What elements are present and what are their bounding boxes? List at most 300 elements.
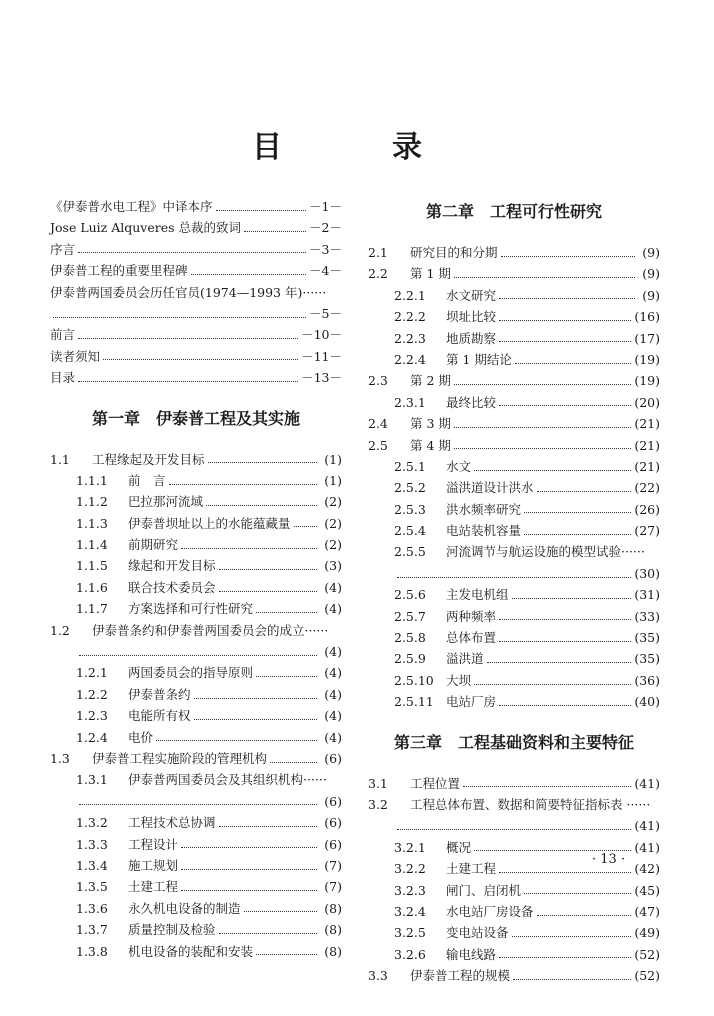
toc-entry-page: (35) — [634, 651, 660, 667]
toc-entry-title: 主发电机组 — [446, 587, 509, 603]
toc-entry-page: (40) — [634, 694, 660, 710]
toc-entry[interactable] — [50, 855, 342, 876]
toc-entry-title: 最终比较 — [446, 394, 497, 410]
toc-entry[interactable] — [50, 812, 342, 833]
toc-entry-title: 工程设计 — [128, 836, 179, 852]
toc-entry-page: (9) — [642, 287, 660, 303]
leader-dots — [219, 825, 317, 827]
toc-entry[interactable] — [50, 217, 342, 238]
leader-dots — [537, 490, 632, 492]
leader-dots — [216, 209, 307, 211]
toc-entry-number: 1.3.2 — [76, 815, 108, 831]
leader-dots — [294, 525, 317, 527]
toc-entry[interactable] — [50, 769, 342, 790]
toc-entry-title: 两国委员会的指导原则 — [128, 665, 254, 681]
toc-entry[interactable] — [50, 534, 342, 555]
leader-dots — [79, 803, 317, 805]
toc-entry-page: (2) — [324, 537, 342, 553]
chapter-2-heading[interactable]: 第二章 工程可行性研究 — [425, 202, 602, 221]
leader-dots — [206, 504, 317, 506]
toc-entry-page: (30) — [634, 565, 660, 581]
leader-dots — [454, 426, 631, 428]
toc-entry-number: 3.3 — [368, 968, 388, 984]
toc-entry-page: (4) — [324, 665, 342, 681]
toc-entry[interactable] — [368, 285, 660, 306]
toc-entry-title: 序言 — [50, 241, 76, 257]
toc-entry-number: 2.3 — [368, 373, 388, 389]
toc-entry[interactable] — [368, 944, 660, 965]
toc-entry[interactable] — [50, 282, 342, 303]
toc-entry-page: (49) — [634, 925, 660, 941]
leader-dots — [256, 953, 317, 955]
toc-entry[interactable] — [368, 922, 660, 943]
toc-entry-number: 1.1.4 — [76, 537, 108, 553]
toc-entry[interactable] — [368, 413, 660, 434]
leader-dots — [499, 319, 631, 321]
chapter-1-heading[interactable]: 第一章 伊泰普工程及其实施 — [91, 408, 300, 428]
toc-entry-number: 2.5.3 — [394, 501, 426, 517]
toc-entry[interactable] — [368, 306, 660, 327]
toc-entry-title: 研究目的和分期 — [410, 245, 498, 260]
leader-dots — [156, 739, 317, 741]
leader-dots — [454, 447, 631, 449]
leader-dots — [78, 251, 306, 253]
toc-entry-title: 第 2 期 — [410, 373, 451, 389]
toc-entry-title: 电站装机容量 — [446, 523, 522, 539]
toc-entry[interactable] — [50, 727, 342, 748]
chapter-3-list — [368, 773, 660, 987]
toc-entry[interactable] — [50, 260, 342, 281]
toc-entry-number: 2.5.5 — [394, 544, 426, 560]
toc-entry[interactable] — [368, 606, 660, 627]
toc-entry[interactable] — [368, 648, 660, 669]
toc-entry-title: 伊泰普工程的规模 — [410, 968, 511, 984]
toc-entry-number: 3.2.3 — [394, 882, 426, 898]
toc-entry-title: 伊泰普条约 — [128, 686, 191, 702]
toc-entry-page: (7) — [324, 857, 342, 873]
toc-entry-number: 3.2.4 — [394, 903, 426, 919]
toc-entry[interactable] — [50, 705, 342, 726]
toc-entry[interactable] — [50, 470, 342, 491]
toc-entry-page: (6) — [324, 836, 342, 852]
toc-entry-page: (1) — [324, 472, 342, 488]
toc-entry[interactable] — [50, 641, 342, 662]
toc-entry[interactable] — [50, 748, 342, 769]
toc-entry-page: (19) — [634, 373, 660, 389]
toc-entry-page: －5－ — [309, 305, 342, 321]
toc-entry-page: (4) — [324, 708, 342, 724]
toc-entry-title: 溢洪道设计洪水 — [446, 480, 534, 496]
leader-dots — [219, 932, 317, 934]
toc-entry[interactable] — [50, 367, 342, 388]
toc-entry-page: (27) — [634, 523, 660, 539]
toc-entry-number: 1.1.7 — [76, 601, 108, 617]
leader-dots — [78, 337, 298, 339]
leader-dots — [501, 255, 635, 257]
toc-entry-number: 2.1 — [368, 245, 388, 260]
toc-entry-title: 电站厂房 — [446, 694, 497, 710]
toc-entry[interactable] — [368, 435, 660, 456]
chapter-2-list — [368, 242, 660, 713]
toc-entry-page: (41) — [634, 775, 660, 791]
toc-entry[interactable] — [50, 919, 342, 940]
leader-dots — [181, 547, 317, 549]
leader-dots — [53, 316, 306, 318]
toc-entry-number: 2.2.1 — [394, 287, 426, 303]
toc-entry-title: Jose Luiz Alquveres 总裁的致词 — [50, 220, 242, 236]
toc-entry[interactable] — [368, 477, 660, 498]
toc-entry-title: 洪水频率研究 — [446, 501, 522, 517]
leader-dots — [194, 697, 317, 699]
toc-entry-number: 2.5.9 — [394, 651, 426, 667]
toc-entry-title: 地质勘察 — [446, 330, 497, 346]
toc-entry-page: (4) — [324, 601, 342, 617]
leader-dots — [256, 611, 317, 613]
toc-entry-title: 联合技术委员会 — [128, 579, 216, 595]
toc-entry-number: 1.3.4 — [76, 857, 108, 873]
toc-entry-page: (35) — [634, 630, 660, 646]
toc-entry-number: 2.5.6 — [394, 587, 426, 603]
toc-entry[interactable] — [368, 328, 660, 349]
leader-dots — [524, 892, 631, 894]
toc-entry-number: 2.5.2 — [394, 480, 426, 496]
toc-entry-page: (36) — [634, 672, 660, 688]
toc-entry[interactable] — [50, 834, 342, 855]
toc-entry-title: 永久机电设备的制造 — [128, 900, 241, 916]
leader-dots — [499, 404, 631, 406]
leader-dots — [537, 914, 632, 916]
toc-entry[interactable] — [50, 303, 342, 324]
toc-entry-title: 第 1 期 — [410, 266, 451, 282]
toc-entry-title: 机电设备的装配和安装 — [128, 943, 254, 959]
toc-entry-title: 伊泰普工程实施阶段的管理机构 — [92, 750, 268, 766]
toc-entry-page: (20) — [634, 394, 660, 410]
toc-entry[interactable] — [50, 598, 342, 619]
toc-entry[interactable] — [368, 541, 660, 562]
toc-entry-title: 土建工程 — [128, 879, 179, 895]
toc-entry[interactable] — [368, 773, 660, 794]
toc-entry-page: (9) — [642, 266, 660, 282]
leader-dots — [474, 683, 631, 685]
toc-entry-page: (26) — [634, 501, 660, 517]
toc-entry-title: 工程位置 — [410, 775, 461, 791]
toc-entry-title: 伊泰普两国委员会历任官员(1974—1993 年)······ — [50, 284, 327, 300]
toc-entry[interactable] — [50, 898, 342, 919]
toc-entry[interactable] — [368, 627, 660, 648]
toc-entry-number: 2.2 — [368, 266, 388, 282]
toc-entry-title: 水电站厂房设备 — [446, 903, 534, 919]
toc-entry-page: (2) — [324, 515, 342, 531]
toc-entry-title: 工程技术总协调 — [128, 815, 216, 831]
leader-dots — [244, 910, 317, 912]
leader-dots — [181, 868, 317, 870]
toc-entry-page: (21) — [634, 416, 660, 432]
toc-entry-title: 水文研究 — [446, 287, 497, 303]
toc-entry[interactable] — [368, 370, 660, 391]
toc-entry[interactable] — [50, 941, 342, 962]
toc-entry[interactable] — [50, 577, 342, 598]
toc-entry-page: －1－ — [309, 199, 342, 214]
toc-entry-page: －4－ — [309, 263, 342, 279]
toc-entry-number: 1.1.6 — [76, 579, 108, 595]
toc-left-column — [50, 196, 342, 962]
toc-entry-page: (41) — [634, 839, 660, 855]
toc-entry-number: 1.3.3 — [76, 836, 108, 852]
leader-dots — [191, 273, 307, 275]
toc-entry-page: (8) — [324, 900, 342, 916]
toc-entry-number: 3.2.1 — [394, 839, 426, 855]
toc-entry[interactable] — [368, 263, 660, 284]
toc-entry[interactable] — [368, 691, 660, 712]
leader-dots — [397, 828, 631, 830]
toc-entry-number: 2.2.3 — [394, 330, 426, 346]
toc-entry-title: 两种频率 — [446, 608, 497, 624]
toc-entry[interactable] — [368, 242, 660, 263]
toc-entry-number: 1.3.1 — [76, 772, 108, 788]
leader-dots — [169, 483, 317, 485]
toc-entry-title: 电价 — [128, 729, 154, 745]
toc-entry-title: 溢洪道 — [446, 651, 484, 667]
toc-entry[interactable] — [50, 791, 342, 812]
leader-dots — [219, 568, 317, 570]
toc-entry-number: 1.1.1 — [76, 472, 108, 488]
toc-right-column — [368, 196, 660, 987]
leader-dots — [256, 675, 317, 677]
toc-entry-title: 缘起和开发目标 — [128, 558, 216, 574]
toc-entry-number: 2.5.10 — [394, 672, 434, 688]
toc-entry-page: (4) — [324, 579, 342, 595]
toc-entry-number: 3.2.5 — [394, 925, 426, 941]
toc-entry-page: (3) — [324, 558, 342, 574]
toc-entry-title: 前期研究 — [128, 537, 179, 553]
page-number: · 13 · — [592, 852, 626, 867]
toc-entry-title: 前 言 — [128, 472, 166, 488]
toc-entry-page: (4) — [324, 686, 342, 702]
toc-entry-number: 2.4 — [368, 416, 388, 432]
toc-entry-title: 质量控制及检验 — [128, 922, 216, 938]
toc-entry[interactable] — [368, 794, 660, 815]
toc-entry-number: 2.3.1 — [394, 394, 426, 410]
toc-entry-page: －13－ — [301, 370, 342, 386]
toc-entry-title: 输电线路 — [446, 946, 497, 962]
toc-entry-title: 大坝 — [446, 672, 472, 688]
toc-entry[interactable] — [50, 196, 342, 217]
toc-entry-number: 3.2.2 — [394, 861, 426, 877]
toc-entry-page: (6) — [324, 815, 342, 831]
toc-entry-page: (21) — [634, 458, 660, 474]
toc-entry-page: (31) — [634, 587, 660, 603]
leader-dots — [512, 935, 632, 937]
toc-entry-number: 1.3.7 — [76, 922, 108, 938]
leader-dots — [515, 362, 631, 364]
toc-entry-page: (52) — [634, 946, 660, 962]
toc-entry[interactable] — [368, 456, 660, 477]
toc-entry-number: 3.1 — [368, 775, 388, 791]
toc-entry-page: －2－ — [309, 220, 342, 236]
toc-entry-page: (8) — [324, 922, 342, 938]
leader-dots — [454, 383, 631, 385]
leader-dots — [397, 576, 631, 578]
toc-entry-number: 2.5.8 — [394, 630, 426, 646]
toc-entry-page: (2) — [324, 494, 342, 510]
toc-entry[interactable] — [368, 901, 660, 922]
leader-dots — [463, 785, 631, 787]
toc-entry-number: 1.2.4 — [76, 729, 108, 745]
toc-entry-title: 总体布置 — [446, 630, 497, 646]
toc-entry-number: 1.3.5 — [76, 879, 108, 895]
page-title: 目 录 — [252, 130, 462, 165]
toc-entry[interactable] — [368, 965, 660, 986]
chapter-3-heading[interactable]: 第三章 工程基础资料和主要特征 — [393, 732, 634, 752]
toc-entry[interactable] — [50, 513, 342, 534]
toc-entry-number: 2.5.1 — [394, 458, 426, 474]
toc-entry[interactable] — [50, 324, 342, 345]
leader-dots — [524, 511, 631, 513]
leader-dots — [208, 461, 317, 463]
toc-entry-page: (42) — [634, 861, 660, 877]
leader-dots — [219, 590, 317, 592]
toc-entry-page: (4) — [324, 729, 342, 745]
toc-entry-title: 施工规划 — [128, 857, 179, 873]
leader-dots — [499, 704, 631, 706]
leader-dots — [487, 661, 632, 663]
toc-entry[interactable] — [368, 584, 660, 605]
toc-entry-number: 1.2.3 — [76, 708, 108, 724]
toc-entry[interactable] — [50, 346, 342, 367]
leader-dots — [474, 469, 631, 471]
toc-entry-number: 1.1.5 — [76, 558, 108, 574]
toc-entry-page: (9) — [642, 245, 660, 260]
toc-entry-title: 第 4 期 — [410, 437, 451, 453]
toc-entry-title: 工程缘起及开发目标 — [92, 451, 205, 467]
toc-entry-page: (41) — [634, 818, 660, 834]
chapter-1-list — [50, 449, 342, 962]
toc-entry-number: 1.3.8 — [76, 943, 108, 959]
toc-entry-title: 伊泰普工程的重要里程碑 — [50, 263, 188, 279]
toc-entry[interactable] — [368, 880, 660, 901]
toc-entry-number: 2.5 — [368, 437, 388, 453]
toc-entry-page: (6) — [324, 750, 342, 766]
toc-entry-title: 前言 — [50, 327, 76, 343]
leader-dots — [194, 718, 317, 720]
toc-entry-title: 工程总体布置、数据和简要特征指标表 ······ — [410, 796, 651, 812]
toc-entry-title: 电能所有权 — [128, 708, 191, 724]
toc-entry-number: 1.3.6 — [76, 900, 108, 916]
leader-dots — [513, 978, 631, 980]
toc-entry[interactable] — [50, 239, 342, 260]
toc-entry[interactable] — [50, 449, 342, 470]
toc-entry-page: (33) — [634, 608, 660, 624]
toc-entry[interactable] — [50, 491, 342, 512]
toc-entry-number: 1.1.3 — [76, 515, 108, 531]
leader-dots — [499, 956, 631, 958]
toc-entry-title: 方案选择和可行性研究 — [128, 601, 254, 617]
toc-entry-title: 变电站设备 — [446, 925, 509, 941]
toc-entry-page: (47) — [634, 903, 660, 919]
toc-entry-page: (17) — [634, 330, 660, 346]
toc-entry-number: 2.2.2 — [394, 309, 426, 325]
toc-entry-number: 3.2 — [368, 796, 388, 812]
toc-entry-title: 河流调节与航运设施的模型试验······ — [446, 544, 645, 560]
toc-entry-title: 读者须知 — [50, 348, 101, 364]
toc-entry-number: 1.1.2 — [76, 494, 108, 510]
toc-entry-title: 水文 — [446, 458, 472, 474]
toc-entry-page: (16) — [634, 309, 660, 325]
toc-entry-page: －10－ — [301, 327, 342, 343]
toc-entry-number: 3.2.6 — [394, 946, 426, 962]
toc-entry-number: 1.1 — [50, 451, 70, 467]
toc-entry-page: (45) — [634, 882, 660, 898]
toc-entry[interactable] — [50, 876, 342, 897]
toc-entry-title: 《伊泰普水电工程》中译本序 — [50, 199, 213, 214]
toc-entry[interactable] — [50, 555, 342, 576]
toc-entry-number: 1.2.1 — [76, 665, 108, 681]
leader-dots — [499, 640, 631, 642]
toc-entry-title: 伊泰普坝址以上的水能蕴藏量 — [128, 515, 291, 531]
toc-entry[interactable] — [368, 499, 660, 520]
toc-entry-page: (4) — [324, 644, 342, 660]
toc-entry-page: (21) — [634, 437, 660, 453]
toc-entry[interactable] — [368, 520, 660, 541]
toc-entry-number: 2.5.7 — [394, 608, 426, 624]
toc-entry-number: 1.3 — [50, 750, 70, 766]
toc-entry-page: (1) — [324, 451, 342, 467]
toc-entry[interactable] — [368, 392, 660, 413]
leader-dots — [181, 889, 317, 891]
toc-entry-title: 土建工程 — [446, 861, 497, 877]
toc-entry-title: 第 3 期 — [410, 416, 451, 432]
toc-entry-page: (19) — [634, 351, 660, 367]
leader-dots — [524, 533, 631, 535]
toc-entry-number: 2.2.4 — [394, 351, 426, 367]
toc-entry-title: 目录 — [50, 370, 76, 386]
leader-dots — [270, 761, 317, 763]
leader-dots — [79, 654, 317, 656]
leader-dots — [78, 380, 298, 382]
leader-dots — [499, 618, 631, 620]
toc-entry-number: 2.5.11 — [394, 694, 434, 710]
toc-entry-title: 第 1 期结论 — [446, 351, 512, 367]
toc-entry-number: 1.2.2 — [76, 686, 108, 702]
toc-entry-page: (7) — [324, 879, 342, 895]
toc-entry[interactable] — [368, 670, 660, 691]
toc-entry-title: 巴拉那河流域 — [128, 494, 204, 510]
toc-entry-page: －3－ — [309, 241, 342, 257]
leader-dots — [103, 358, 298, 360]
toc-entry-page: (8) — [324, 943, 342, 959]
leader-dots — [454, 276, 635, 278]
toc-entry-title: 闸门、启闭机 — [446, 882, 522, 898]
toc-entry-number: 2.5.4 — [394, 523, 426, 539]
toc-entry[interactable] — [50, 620, 342, 641]
toc-entry[interactable] — [368, 349, 660, 370]
toc-entry-page: (6) — [324, 793, 342, 809]
toc-entry-title: 坝址比较 — [446, 309, 497, 325]
toc-entry-title: 伊泰普条约和伊泰普两国委员会的成立······ — [92, 622, 329, 638]
leader-dots — [512, 597, 632, 599]
toc-entry[interactable] — [50, 662, 342, 683]
toc-entry[interactable] — [368, 815, 660, 836]
toc-entry-page: (52) — [634, 968, 660, 984]
toc-entry-page: (22) — [634, 480, 660, 496]
leader-dots — [499, 340, 631, 342]
toc-entry[interactable] — [50, 684, 342, 705]
leader-dots — [181, 846, 317, 848]
front-matter-list — [50, 196, 342, 389]
toc-entry-number: 1.2 — [50, 622, 70, 638]
toc-entry-title: 伊泰普两国委员会及其组织机构······ — [128, 772, 327, 788]
toc-entry[interactable] — [368, 563, 660, 584]
